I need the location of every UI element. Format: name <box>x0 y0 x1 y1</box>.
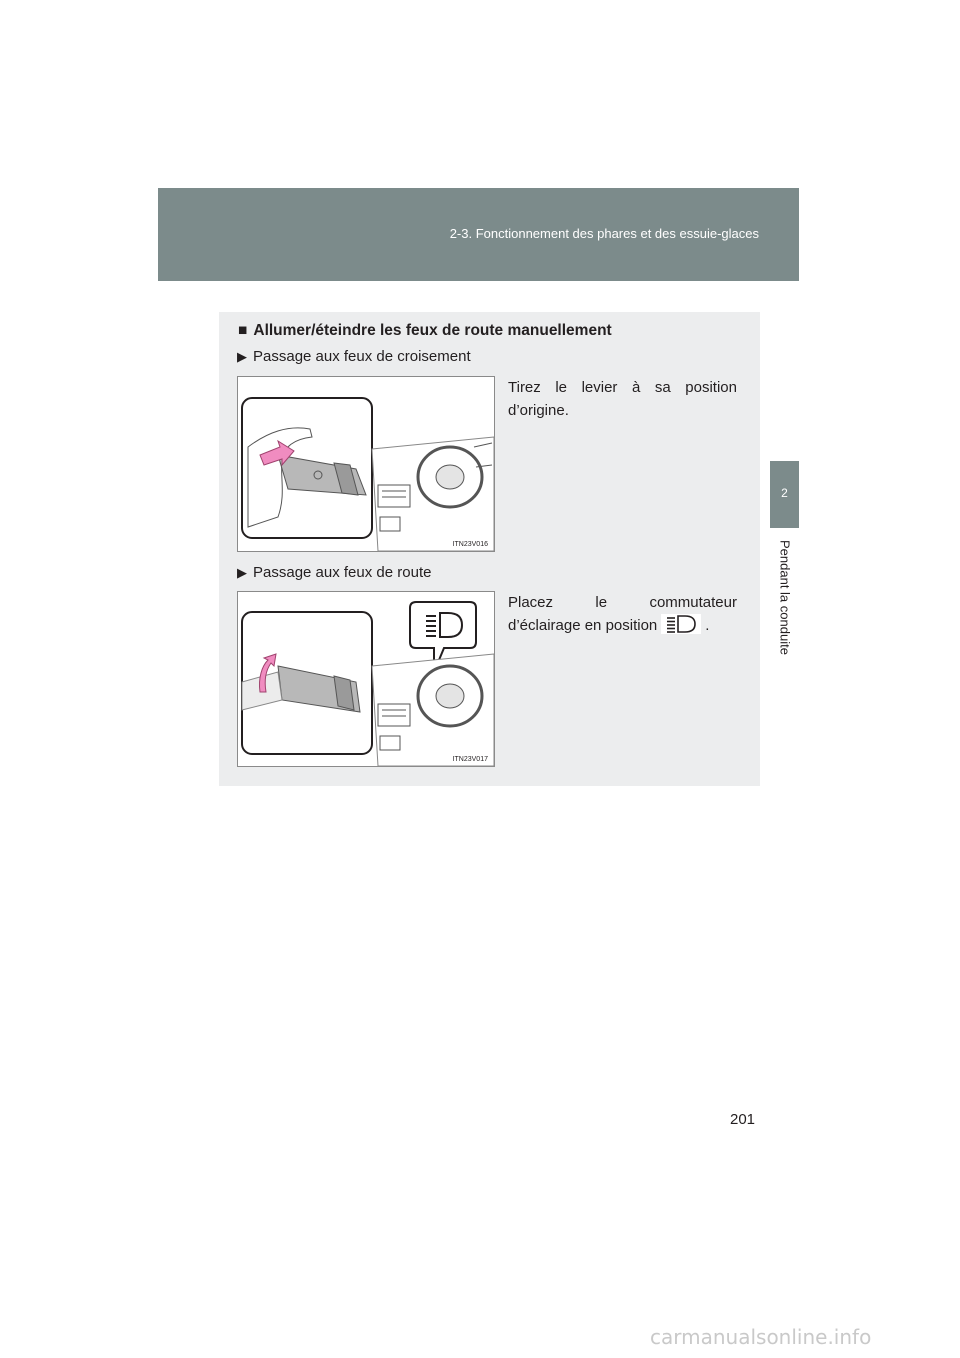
figure-code: ITN23V017 <box>452 756 488 763</box>
header-band <box>158 188 799 281</box>
lever-pull-illustration-icon <box>238 377 494 551</box>
chapter-tab <box>770 461 799 528</box>
section-title-text: Allumer/éteindre les feux de route manuellement <box>253 322 612 339</box>
subheading-high-beam <box>237 564 431 581</box>
instruction-high-beam <box>508 591 737 637</box>
instruction-line: Placez le commutateur <box>508 594 737 611</box>
instruction-line: . <box>705 617 710 634</box>
figure-lever-pull <box>237 376 495 552</box>
section-title <box>238 322 612 340</box>
chapter-label-text: Pendant la conduite <box>777 540 792 655</box>
section-header: 2-3. Fonctionnement des phares et des essuie-glaces <box>449 226 759 241</box>
lever-push-illustration-icon <box>238 592 494 766</box>
chapter-label <box>768 540 801 680</box>
instruction-line: Tirez le levier à sa position <box>508 379 737 396</box>
figure-lever-push <box>237 591 495 767</box>
watermark: carmanualsonline.info <box>650 1325 872 1349</box>
content-box <box>219 312 760 786</box>
subheading-low-beam <box>237 348 471 365</box>
instruction-line: d’origine. <box>508 402 569 419</box>
page-number: 201 <box>730 1111 756 1128</box>
instruction-low-beam <box>508 376 737 422</box>
arrow-bullet-icon: ▶ <box>237 349 247 364</box>
arrow-bullet-icon: ▶ <box>237 565 247 580</box>
high-beam-icon <box>661 614 701 634</box>
subheading-text: Passage aux feux de croisement <box>253 348 471 365</box>
figure-code: ITN23V016 <box>452 541 488 548</box>
square-bullet-icon: ■ <box>238 322 248 339</box>
subheading-text: Passage aux feux de route <box>253 564 432 581</box>
instruction-line: d’éclairage en position <box>508 617 658 634</box>
chapter-number: 2 <box>781 486 788 500</box>
